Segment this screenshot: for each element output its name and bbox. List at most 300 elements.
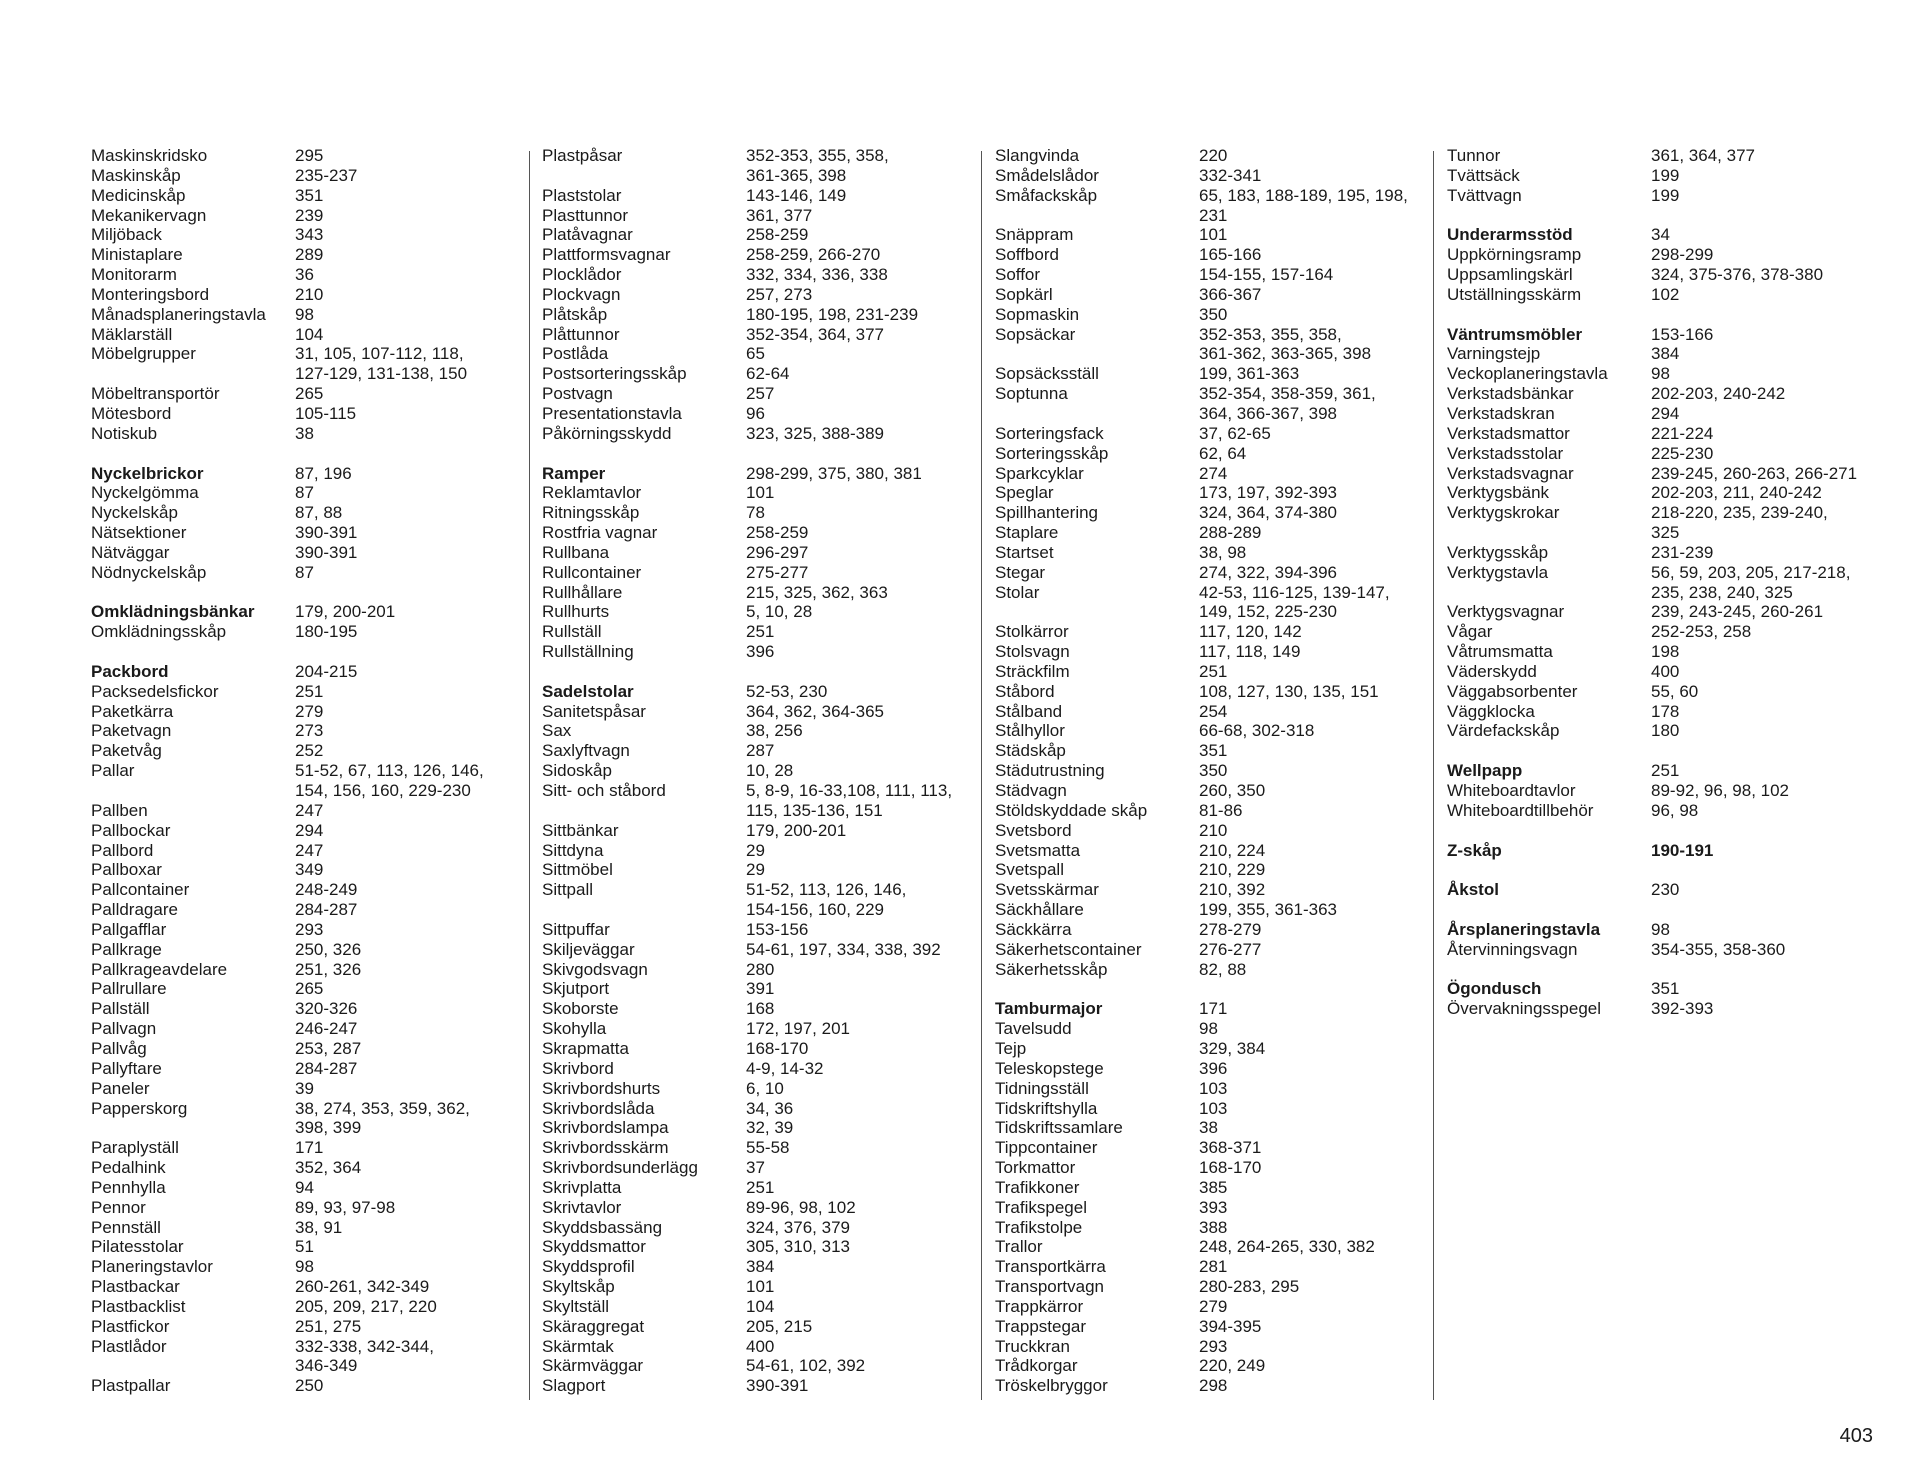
index-term: Sanitetspåsar (542, 701, 646, 721)
index-term: Svetsbord (995, 820, 1072, 840)
index-term: Packbord (91, 661, 169, 681)
index-pages: 143-146, 149 (746, 185, 847, 205)
index-entry (995, 1218, 1435, 1238)
index-pages: 251 (1651, 761, 1680, 781)
index-pages: 275-277 (746, 562, 809, 582)
index-term: Skyddsbassäng (542, 1217, 663, 1237)
index-pages: 273 (295, 721, 324, 741)
column-divider (981, 151, 982, 1400)
index-entry (542, 1257, 982, 1277)
index-entry (995, 1118, 1435, 1138)
index-entry (542, 741, 982, 761)
index-term: Skjutport (542, 979, 610, 999)
index-entry (542, 1277, 982, 1297)
index-term: Plåtskåp (542, 304, 608, 324)
index-entry (91, 1039, 531, 1059)
index-term: Stolkärror (995, 622, 1069, 642)
index-entry (995, 364, 1435, 384)
index-term: Trappkärror (995, 1296, 1084, 1316)
index-entry (542, 1337, 982, 1357)
index-term: Skäraggregat (542, 1316, 645, 1336)
index-pages: 343 (295, 225, 324, 245)
index-pages: 55, 60 (1651, 681, 1699, 701)
index-pages: 180-195 (295, 622, 358, 642)
index-term: Pallvåg (91, 1038, 147, 1058)
index-term: Pallkrage (91, 939, 162, 959)
index-entry (91, 860, 531, 880)
index-entry (542, 503, 982, 523)
index-entry (542, 702, 982, 722)
index-entry (995, 1138, 1435, 1158)
index-term: Verktygsvagnar (1447, 602, 1565, 622)
index-pages: 210, 224 (1199, 840, 1266, 860)
index-entry (1447, 364, 1887, 384)
index-pages: 247 (295, 840, 324, 860)
index-pages: 351 (295, 185, 324, 205)
index-term: Stålband (995, 701, 1063, 721)
index-term: Säkerhetsskåp (995, 959, 1108, 979)
index-entry (542, 1356, 982, 1376)
index-entry (542, 1317, 982, 1337)
index-term: Sittbänkar (542, 820, 619, 840)
index-pages: 251 (1199, 661, 1228, 681)
index-pages: 298-299, 375, 380, 381 (746, 463, 922, 483)
index-entry (1447, 543, 1887, 563)
index-pages: 354-355, 358-360 (1651, 939, 1786, 959)
index-term: Tejp (995, 1038, 1027, 1058)
index-term: Varningstejp (1447, 344, 1541, 364)
index-pages: 42-53, 116-125, 139-147, 149, 152, 225-230 (1199, 582, 1390, 622)
index-entry (91, 1158, 531, 1178)
index-term: Verktygstavla (1447, 562, 1549, 582)
index-term: Monitorarm (91, 265, 177, 285)
index-entry (995, 146, 1435, 166)
index-pages: 38 (295, 423, 314, 443)
index-pages: 288-289 (1199, 523, 1262, 543)
index-entry (91, 841, 531, 861)
index-term: Sopmaskin (995, 304, 1080, 324)
index-term: Nyckelskåp (91, 503, 178, 523)
index-pages: 10, 28 (746, 761, 794, 781)
index-pages: 246-247 (295, 1019, 358, 1039)
index-pages: 384 (1651, 344, 1680, 364)
index-entry (91, 682, 531, 702)
index-pages: 171 (295, 1138, 324, 1158)
index-entry (542, 642, 982, 662)
index-entry (91, 384, 531, 404)
index-pages: 51 (295, 1237, 314, 1257)
index-entry (542, 821, 982, 841)
index-term: Z-skåp (1447, 840, 1502, 860)
index-entry (542, 384, 982, 404)
index-entry (91, 1099, 531, 1139)
index-term: Sträckfilm (995, 661, 1070, 681)
index-pages: 153-166 (1651, 324, 1714, 344)
index-term: Speglar (995, 483, 1054, 503)
index-term: Sorteringsfack (995, 423, 1104, 443)
index-pages: 274, 322, 394-396 (1199, 562, 1338, 582)
index-entry (995, 563, 1435, 583)
index-pages: 250 (295, 1376, 324, 1396)
index-entry (995, 642, 1435, 662)
index-section-heading (91, 464, 531, 484)
index-term: Vågar (1447, 622, 1493, 642)
index-pages: 202-203, 211, 240-242 (1651, 483, 1822, 503)
index-term: Pallställ (91, 999, 150, 1019)
index-term: Ramper (542, 463, 606, 483)
index-pages: 89-92, 96, 98, 102 (1651, 781, 1790, 800)
index-term: Startset (995, 542, 1054, 562)
index-term: Sadelstolar (542, 681, 634, 701)
index-entry (91, 721, 531, 741)
index-entry (995, 1079, 1435, 1099)
index-term: Presentationstavla (542, 403, 682, 423)
index-term: Sparkcyklar (995, 463, 1084, 483)
index-term: Plastfickor (91, 1316, 170, 1336)
index-pages: 350 (1199, 761, 1228, 781)
index-term: Pallbockar (91, 820, 171, 840)
index-section-heading (1447, 841, 1887, 861)
index-pages: 252 (295, 741, 324, 761)
index-pages: 204-215 (295, 661, 358, 681)
index-pages: 98 (295, 304, 314, 324)
index-entry (542, 483, 982, 503)
index-pages: 352-353, 355, 358, 361-362, 363-365, 398 (1199, 324, 1372, 364)
index-term: Ministaplare (91, 245, 183, 265)
index-pages: 62, 64 (1199, 443, 1247, 463)
index-pages: 324, 375-376, 378-380 (1651, 265, 1824, 285)
index-term: Transportkärra (995, 1257, 1106, 1277)
index-pages: 199, 355, 361-363 (1199, 900, 1338, 920)
index-entry (542, 305, 982, 325)
index-term: Whiteboardtillbehör (1447, 800, 1594, 820)
index-pages: 248-249 (295, 880, 358, 900)
index-entry (91, 1237, 531, 1257)
section-gap (1447, 821, 1887, 841)
index-entry (542, 563, 982, 583)
index-term: Rullställ (542, 622, 602, 642)
index-pages: 98 (1651, 364, 1670, 384)
index-pages: 280 (746, 959, 775, 979)
index-term: Rullställning (542, 642, 634, 662)
index-term: Trådkorgar (995, 1356, 1078, 1376)
index-term: Planeringstavlor (91, 1257, 213, 1277)
index-term: Paketkärra (91, 701, 174, 721)
index-pages: 210 (1199, 820, 1228, 840)
index-term: Verktygsbänk (1447, 483, 1550, 503)
index-entry (995, 1376, 1435, 1396)
index-entry (542, 1178, 982, 1198)
index-term: Postsorteringsskåp (542, 364, 687, 384)
index-pages: 287 (746, 741, 775, 761)
index-term: Pallboxar (91, 860, 162, 880)
index-term: Slangvinda (995, 146, 1080, 165)
index-term: Pennor (91, 1197, 146, 1217)
index-term: Städvagn (995, 781, 1067, 800)
index-term: Snäppram (995, 225, 1074, 245)
section-gap (542, 444, 982, 464)
index-pages: 51-52, 67, 113, 126, 146, 154, 156, 160, 229-230 (295, 761, 484, 800)
index-term: Pallvagn (91, 1019, 157, 1039)
index-pages: 56, 59, 203, 205, 217-218, 235, 238, 240, 325 (1651, 562, 1851, 602)
index-term: Städutrustning (995, 761, 1105, 781)
index-entry (542, 543, 982, 563)
index-entry (91, 622, 531, 642)
index-term: Trafikkoner (995, 1177, 1080, 1197)
index-pages: 235-237 (295, 165, 358, 185)
index-entry (91, 1376, 531, 1396)
index-pages: 198 (1651, 642, 1680, 662)
index-entry (91, 424, 531, 444)
index-pages: 265 (295, 979, 324, 999)
index-term: Trappstegar (995, 1316, 1087, 1336)
index-term: Skrivbordshurts (542, 1078, 661, 1098)
index-term: Rullcontainer (542, 562, 642, 582)
index-pages: 5, 10, 28 (746, 602, 813, 622)
index-entry (542, 186, 982, 206)
index-term: Nyckelgömma (91, 483, 199, 503)
index-pages: 36 (295, 265, 314, 285)
index-term: Plocklådor (542, 265, 622, 285)
index-pages: 332-341 (1199, 165, 1262, 185)
index-pages: 352-354, 364, 377 (746, 324, 885, 344)
index-pages: 210 (295, 284, 324, 304)
index-section-heading (1447, 761, 1887, 781)
index-term: Pallkrageavdelare (91, 959, 228, 979)
index-entry (542, 1218, 982, 1238)
index-pages: 396 (746, 642, 775, 662)
index-pages: 394-395 (1199, 1316, 1262, 1336)
index-entry (91, 503, 531, 523)
index-term: Skyltskåp (542, 1277, 615, 1297)
index-section-heading (1447, 880, 1887, 900)
index-entry (1447, 801, 1887, 821)
index-pages: 98 (295, 1257, 314, 1277)
section-gap (1447, 960, 1887, 980)
index-entry (91, 702, 531, 722)
index-term: Slagport (542, 1376, 606, 1396)
index-term: Stålhyllor (995, 721, 1065, 741)
index-entry (1447, 563, 1887, 603)
index-entry (995, 166, 1435, 186)
index-term: Paraplyställ (91, 1138, 179, 1158)
index-term: Väntrumsmöbler (1447, 324, 1583, 344)
index-pages: 352-354, 358-359, 361, 364, 366-367, 398 (1199, 384, 1376, 423)
index-pages: 154-155, 157-164 (1199, 265, 1334, 285)
index-term: Whiteboardtavlor (1447, 781, 1576, 800)
index-pages: 104 (295, 324, 324, 344)
index-term: Pallrullare (91, 979, 167, 999)
index-term: Tunnor (1447, 146, 1501, 165)
index-term: Medicinskåp (91, 185, 186, 205)
index-term: Möbelgrupper (91, 344, 196, 364)
index-term: Väggklocka (1447, 701, 1535, 721)
column-divider (529, 151, 530, 1400)
index-pages: 190-191 (1651, 840, 1714, 860)
index-pages: 103 (1199, 1078, 1228, 1098)
index-term: Veckoplaneringstavla (1447, 364, 1608, 384)
index-term: Tidningsställ (995, 1078, 1089, 1098)
index-term: Plasttunnor (542, 205, 628, 225)
index-term: Sittpall (542, 880, 594, 900)
index-pages: 31, 105, 107-112, 118, 127-129, 131-138, 150 (295, 344, 468, 384)
index-entry (91, 1079, 531, 1099)
index-pages: 239-245, 260-263, 266-271 (1651, 463, 1858, 483)
index-entry (542, 1198, 982, 1218)
index-pages: 258-259, 266-270 (746, 245, 881, 265)
index-pages: 55-58 (746, 1138, 790, 1158)
index-term: Rullhållare (542, 582, 623, 602)
index-pages: 179, 200-201 (746, 820, 847, 840)
index-entry (542, 880, 982, 920)
index-pages: 298-299 (1651, 245, 1714, 265)
page-number: 403 (1839, 1425, 1873, 1447)
index-term: Tippcontainer (995, 1138, 1098, 1158)
index-entry (995, 721, 1435, 741)
index-term: Skrivbordsskärm (542, 1138, 669, 1158)
index-pages: 251 (746, 1177, 775, 1197)
index-entry (995, 920, 1435, 940)
index-entry (542, 1059, 982, 1079)
index-column-4 (1447, 146, 1887, 1019)
index-term: Maskinskåp (91, 165, 181, 185)
index-entry (542, 206, 982, 226)
index-entry (995, 1158, 1435, 1178)
index-section-heading (1447, 325, 1887, 345)
index-pages: 117, 120, 142 (1199, 622, 1302, 642)
index-term: Teleskopstege (995, 1058, 1104, 1078)
index-pages: 276-277 (1199, 939, 1262, 959)
index-entry (91, 285, 531, 305)
index-term: Säkerhetscontainer (995, 939, 1142, 959)
index-term: Sittpuffar (542, 919, 610, 939)
index-entry (91, 960, 531, 980)
index-term: Uppsamlingskärl (1447, 265, 1573, 285)
index-pages: 400 (746, 1336, 775, 1356)
index-term: Skrivbordslampa (542, 1118, 669, 1138)
index-entry (91, 1138, 531, 1158)
index-entry (91, 1317, 531, 1337)
index-entry (995, 1019, 1435, 1039)
index-entry (542, 285, 982, 305)
index-entry (542, 960, 982, 980)
index-pages: 38, 98 (1199, 542, 1247, 562)
index-pages: 179, 200-201 (295, 602, 396, 622)
index-term: Svetsskärmar (995, 880, 1099, 900)
index-pages: 251 (295, 681, 324, 701)
index-term: Skärmtak (542, 1336, 614, 1356)
index-entry (995, 285, 1435, 305)
index-pages: 278-279 (1199, 919, 1262, 939)
index-term: Stolar (995, 582, 1040, 602)
index-term: Pallgafflar (91, 919, 167, 939)
index-pages: 274 (1199, 463, 1228, 483)
index-pages: 257, 273 (746, 284, 813, 304)
index-entry (1447, 999, 1887, 1019)
index-section-heading (91, 662, 531, 682)
index-pages: 295 (295, 146, 324, 165)
index-pages: 323, 325, 388-389 (746, 423, 885, 443)
index-pages: 54-61, 102, 392 (746, 1356, 866, 1376)
index-pages: 294 (295, 820, 324, 840)
index-entry (995, 325, 1435, 365)
index-section-heading (1447, 979, 1887, 999)
index-pages: 96 (746, 403, 765, 423)
index-term: Plaststolar (542, 185, 622, 205)
index-pages: 294 (1651, 403, 1680, 423)
index-term: Sopsäcksställ (995, 364, 1099, 384)
index-term: Nyckelbrickor (91, 463, 204, 483)
index-entry (542, 1019, 982, 1039)
index-term: Tröskelbryggor (995, 1376, 1108, 1396)
index-pages: 368-371 (1199, 1138, 1262, 1158)
index-term: Pennhylla (91, 1177, 166, 1197)
index-entry (542, 999, 982, 1019)
index-term: Verktygsskåp (1447, 542, 1549, 562)
index-term: Paketvagn (91, 721, 172, 741)
index-entry (542, 225, 982, 245)
index-term: Tvättsäck (1447, 165, 1520, 185)
index-pages: 350 (1199, 304, 1228, 324)
index-pages: 39 (295, 1078, 314, 1098)
section-gap (1447, 860, 1887, 880)
index-pages: 352-353, 355, 358, 361-365, 398 (746, 146, 889, 185)
index-term: Saxlyftvagn (542, 741, 630, 761)
index-pages: 396 (1199, 1058, 1228, 1078)
index-term: Skyddsprofil (542, 1257, 635, 1277)
index-entry (542, 622, 982, 642)
index-term: Pallar (91, 761, 135, 781)
index-pages: 54-61, 197, 334, 338, 392 (746, 939, 941, 959)
index-entry (1447, 662, 1887, 682)
index-pages: 171 (1199, 999, 1228, 1019)
index-entry (542, 424, 982, 444)
index-pages: 324, 364, 374-380 (1199, 503, 1338, 523)
index-pages: 96, 98 (1651, 800, 1699, 820)
index-term: Rostfria vagnar (542, 523, 658, 543)
index-entry (995, 444, 1435, 464)
index-entry (995, 225, 1435, 245)
index-entry (91, 1277, 531, 1297)
index-pages: 239 (295, 205, 324, 225)
index-entry (91, 821, 531, 841)
index-entry (995, 523, 1435, 543)
index-entry (91, 325, 531, 345)
index-term: Pallcontainer (91, 880, 190, 900)
index-entry (995, 265, 1435, 285)
index-entry (995, 900, 1435, 920)
index-entry (542, 920, 982, 940)
index-pages: 221-224 (1651, 423, 1714, 443)
index-term: Återvinningsvagn (1447, 939, 1578, 959)
index-term: Pallyftare (91, 1058, 162, 1078)
index-pages: 65 (746, 344, 765, 364)
index-entry (1447, 483, 1887, 503)
index-pages: 199, 361-363 (1199, 364, 1300, 384)
index-term: Paneler (91, 1078, 150, 1098)
index-entry (1447, 166, 1887, 186)
index-term: Mekanikervagn (91, 205, 207, 225)
index-pages: 220 (1199, 146, 1228, 165)
index-pages: 284-287 (295, 1058, 358, 1078)
index-term: Skärmväggar (542, 1356, 644, 1376)
index-term: Stegar (995, 562, 1046, 582)
index-entry (542, 523, 982, 543)
index-pages: 38 (1199, 1118, 1218, 1138)
index-pages: 87 (295, 483, 314, 503)
index-pages: 32, 39 (746, 1118, 794, 1138)
index-pages: 239, 243-245, 260-261 (1651, 602, 1824, 622)
